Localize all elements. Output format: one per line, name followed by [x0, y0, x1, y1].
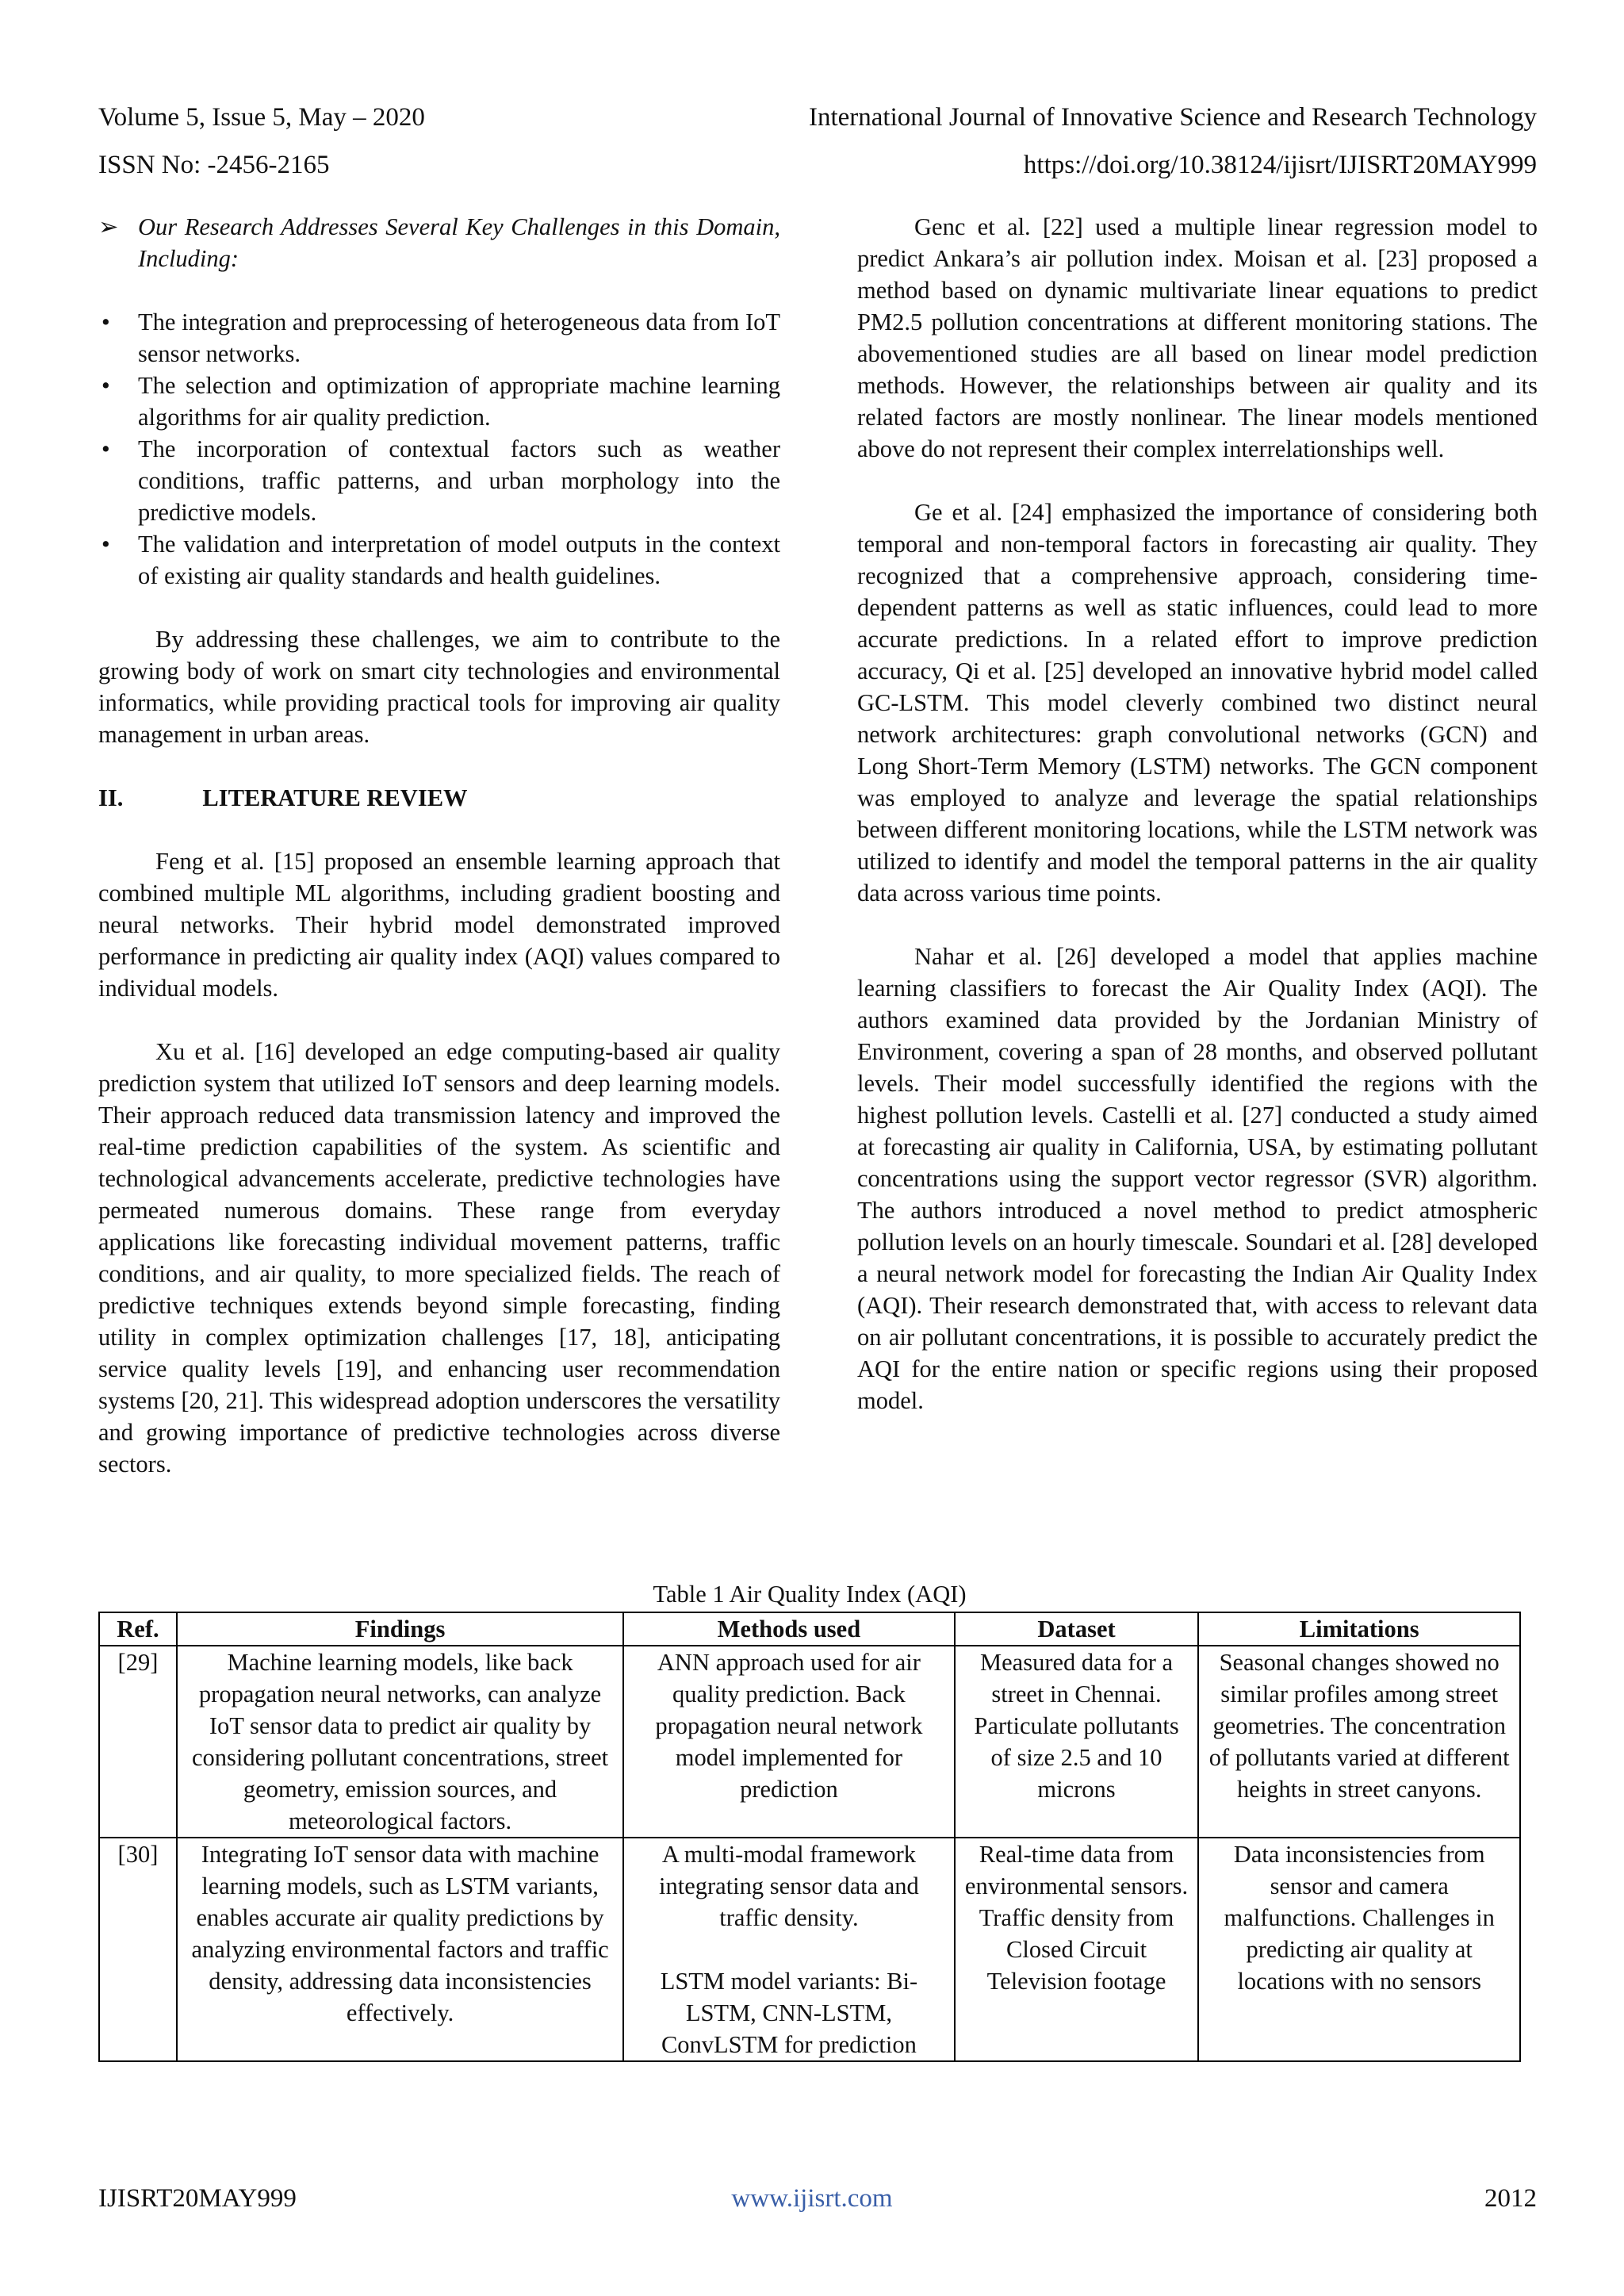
paragraph-xu: Xu et al. [16] developed an edge computing-based air quality prediction system that utilized IoT sensors and deep learning models. Their approach reduced data transmission latency and improved the real-time prediction capabilities of the system. As scientific and technological advancements accelerate, predictive technologies have permeated numerous domains. These range from everyday applications like forecasting individual movement patterns, traffic conditions, and air quality, to more specialized fields. The reach of predictive techniques extends beyond simple forecasting, finding utility in complex optimization challenges [17, 18], anticipating service quality levels [19], and enhancing user recommendation systems [20, 21]. This widespread adoption underscores the versatility and growing importance of predictive technologies across diverse sectors.	[98, 1038, 780, 1478]
cell-dataset: Measured data for a street in Chennai. Particulate pollutants of size 2.5 and 10 microns	[955, 1646, 1199, 1838]
cell-findings: Integrating IoT sensor data with machine learning models, such as LSTM variants, enables accurate air quality predictions by analyzing environmental factors and traffic density, addressing data inconsistencies effectively.	[177, 1838, 623, 2061]
section-number: II.	[98, 784, 124, 811]
section-title: LITERATURE REVIEW	[202, 784, 468, 811]
footer-website-link[interactable]: www.ijisrt.com	[731, 2184, 893, 2213]
cell-methods: ANN approach used for air quality prediction. Back propagation neural network model implemented for prediction	[623, 1646, 954, 1838]
challenges-list	[98, 306, 780, 592]
header-issn: ISSN No: -2456-2165	[98, 151, 330, 179]
paragraph-nahar: Nahar et al. [26] developed a model that applies machine learning classifiers to forecast the Air Quality Index (AQI). The authors examined data provided by the Jordanian Ministry of Environment, covering a span of 28 months, and observed pollutant levels. Their model successfully identified the regions with the highest pollution levels. Castelli et al. [27] conducted a study aimed at forecasting air quality in California, USA, by estimating pollutant concentrations using the support vector regressor (SVR) algorithm. The authors introduced a novel method to predict atmospheric pollution levels on an hourly timescale. Soundari et al. [28] developed a neural network model for forecasting the Indian Air Quality Index (AQI). Their research demonstrated that, with access to relevant data on air pollutant concentrations, it is possible to accurately predict the AQI for the entire nation or specific regions using their proposed model.	[857, 943, 1538, 1414]
header-methods: Methods used	[623, 1612, 954, 1646]
cell-findings: Machine learning models, like back propagation neural networks, can analyze IoT sensor data to predict air quality by considering pollutant concentrations, street geometry, emission sources, and meteorological factors.	[177, 1646, 623, 1838]
header-journal: International Journal of Innovative Science and Research Technology	[808, 103, 1537, 132]
table-row	[99, 1646, 1520, 1838]
list-item: • The incorporation of contextual factors such as weather conditions, traffic patterns, and urban morphology into the predictive models.	[98, 433, 780, 528]
header-dataset: Dataset	[955, 1612, 1199, 1646]
cell-ref: [29]	[99, 1646, 177, 1838]
cell-dataset: Real-time data from environmental sensors. Traffic density from Closed Circuit Television footage	[955, 1838, 1199, 2061]
table-header-row	[99, 1612, 1520, 1646]
right-column	[857, 211, 1538, 1416]
challenges-heading	[98, 211, 780, 274]
challenges-heading-text: Our Research Addresses Several Key Challenges in this Domain, Including:	[138, 213, 780, 272]
table-row	[99, 1838, 1520, 2061]
list-item: • The validation and interpretation of model outputs in the context of existing air quality standards and health guidelines.	[98, 528, 780, 592]
list-item: • The integration and preprocessing of heterogeneous data from IoT sensor networks.	[98, 306, 780, 370]
bullet-icon: •	[102, 531, 110, 558]
footer-page-number: 2012	[1484, 2184, 1537, 2213]
header-limitations: Limitations	[1198, 1612, 1520, 1646]
arrow-bullet-icon: ➢	[98, 213, 119, 240]
header-volume: Volume 5, Issue 5, May – 2020	[98, 103, 425, 132]
cell-ref: [30]	[99, 1838, 177, 2061]
paragraph-genc: Genc et al. [22] used a multiple linear regression model to predict Ankara’s air pollution index. Moisan et al. [23] proposed a method based on dynamic multivariate linear equations to predict PM2.5 pollution concentrations at different monitoring stations. The abovementioned studies are all based on linear model prediction methods. However, the relationships between air quality and its related factors are mostly nonlinear. The linear models mentioned above do not represent their complex interrelationships well.	[857, 213, 1538, 462]
table-caption: Table 1 Air Quality Index (AQI)	[653, 1581, 967, 1608]
header-findings: Findings	[177, 1612, 623, 1646]
paragraph-addressing: By addressing these challenges, we aim to contribute to the growing body of work on smart city technologies and environmental informatics, while providing practical tools for improving air quality management in urban areas.	[98, 626, 780, 748]
list-item: • The selection and optimization of appropriate machine learning algorithms for air quality prediction.	[98, 370, 780, 433]
paragraph-feng: Feng et al. [15] proposed an ensemble learning approach that combined multiple ML algorithms, including gradient boosting and neural networks. Their hybrid model demonstrated improved performance in predicting air quality index (AQI) values compared to individual models.	[98, 848, 780, 1002]
cell-limitations: Data inconsistencies from sensor and camera malfunctions. Challenges in predicting air quality at locations with no sensors	[1198, 1838, 1520, 2061]
footer-code: IJISRT20MAY999	[98, 2184, 297, 2213]
cell-limitations: Seasonal changes showed no similar profiles among street geometries. The concentration of pollutants varied at different heights in street canyons.	[1198, 1646, 1520, 1838]
header-doi[interactable]: https://doi.org/10.38124/ijisrt/IJISRT20MAY999	[1023, 151, 1537, 179]
cell-methods: A multi-modal framework integrating sensor data and traffic density. LSTM model variants: Bi-LSTM, CNN-LSTM, ConvLSTM for prediction	[623, 1838, 954, 2061]
bullet-icon: •	[102, 309, 110, 335]
bullet-icon: •	[102, 435, 110, 462]
aqi-table	[98, 1612, 1521, 2062]
left-column	[98, 211, 780, 1480]
header-ref: Ref.	[99, 1612, 177, 1646]
section-heading	[98, 782, 780, 814]
bullet-icon: •	[102, 372, 110, 399]
paragraph-ge: Ge et al. [24] emphasized the importance of considering both temporal and non-temporal factors in forecasting air quality. They recognized that a comprehensive approach, considering time-dependent patterns as well as static influences, could lead to more accurate predictions. In a related effort to improve prediction accuracy, Qi et al. [25] developed an innovative hybrid model called GC-LSTM. This model cleverly combined two distinct neural network architectures: graph convolutional networks (GCN) and Long Short-Term Memory (LSTM) networks. The GCN component was employed to analyze and leverage the spatial relationships between different monitoring locations, while the LSTM network was utilized to identify and model the temporal patterns in the air quality data across various time points.	[857, 499, 1538, 907]
